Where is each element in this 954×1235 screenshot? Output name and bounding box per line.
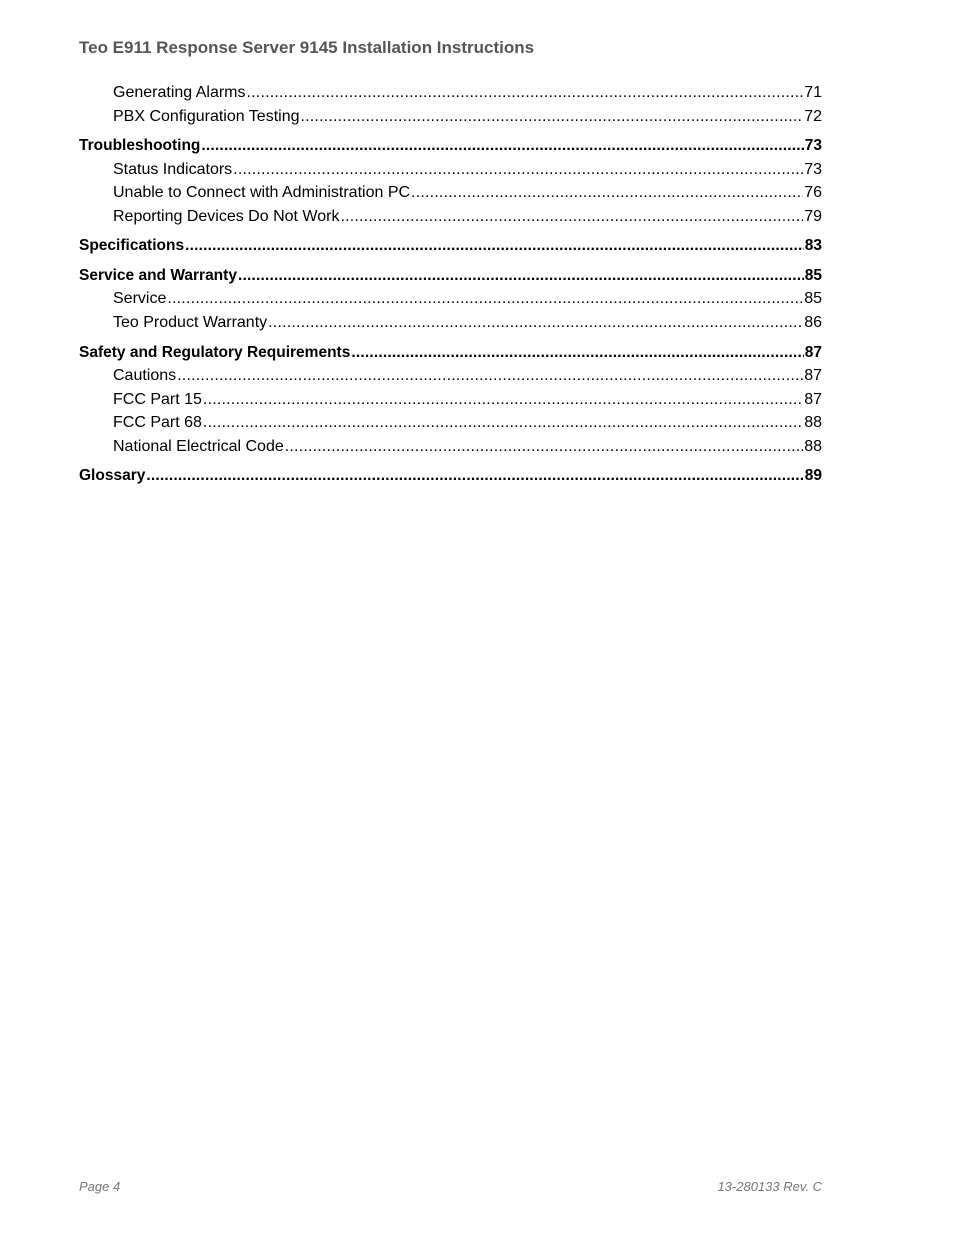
table-of-contents — [79, 83, 822, 486]
toc-entry-title: National Electrical Code — [113, 437, 284, 455]
toc-entry-page: 73 — [804, 137, 822, 155]
toc-entry-generating-alarms[interactable] — [79, 83, 822, 103]
toc-entry-glossary[interactable] — [79, 466, 822, 486]
toc-entry-teo-product-warranty[interactable] — [79, 313, 822, 333]
toc-entry-fcc-part-15[interactable] — [79, 390, 822, 410]
dot-leader — [146, 466, 803, 486]
toc-entry-fcc-part-68[interactable] — [79, 413, 822, 433]
toc-entry-title: Specifications — [79, 237, 185, 255]
toc-entry-title: Safety and Regulatory Requirements — [79, 343, 351, 361]
dot-leader — [238, 266, 804, 286]
toc-entry-safety-and-regulatory[interactable] — [79, 343, 822, 363]
dot-leader — [300, 107, 803, 127]
toc-entry-national-electrical-code[interactable] — [79, 437, 822, 457]
toc-entry-title: Unable to Connect with Administration PC — [113, 184, 411, 202]
toc-entry-troubleshooting[interactable] — [79, 136, 822, 156]
page-number: Page 4 — [79, 1179, 121, 1194]
toc-entry-title: Glossary — [79, 467, 146, 485]
toc-entry-page: 79 — [804, 207, 822, 225]
toc-entry-cautions[interactable] — [79, 366, 822, 386]
toc-entry-service-and-warranty[interactable] — [79, 266, 822, 286]
dot-leader — [203, 390, 803, 410]
toc-entry-title: Troubleshooting — [79, 137, 201, 155]
toc-entry-page: 88 — [804, 414, 822, 432]
toc-entry-title: FCC Part 68 — [113, 414, 202, 432]
toc-entry-status-indicators[interactable] — [79, 160, 822, 180]
toc-entry-page: 76 — [804, 184, 822, 202]
toc-entry-page: 83 — [804, 237, 822, 255]
dot-leader — [285, 437, 803, 457]
toc-entry-title: Teo Product Warranty — [113, 314, 268, 332]
toc-entry-page: 88 — [804, 437, 822, 455]
toc-entry-title: Reporting Devices Do Not Work — [113, 207, 340, 225]
toc-entry-page: 73 — [804, 160, 822, 178]
toc-entry-specifications[interactable] — [79, 236, 822, 256]
toc-entry-title: Service and Warranty — [79, 266, 237, 284]
toc-entry-pbx-configuration-testing[interactable] — [79, 107, 822, 127]
dot-leader — [233, 160, 803, 180]
toc-entry-title: Status Indicators — [113, 160, 233, 178]
toc-entry-title: Service — [113, 290, 167, 308]
toc-entry-page: 87 — [804, 367, 822, 385]
toc-entry-page: 72 — [804, 107, 822, 125]
toc-entry-title: Cautions — [113, 367, 177, 385]
dot-leader — [203, 413, 803, 433]
document-number: 13-280133 Rev. C — [717, 1179, 822, 1194]
dot-leader — [185, 236, 804, 256]
dot-leader — [177, 366, 803, 386]
page-title: Teo E911 Response Server 9145 Installation Instructions — [79, 38, 535, 57]
toc-entry-page: 85 — [804, 290, 822, 308]
dot-leader — [340, 207, 803, 227]
toc-entry-page: 87 — [804, 343, 822, 361]
dot-leader — [247, 83, 804, 103]
toc-entry-page: 89 — [804, 467, 822, 485]
toc-entry-service[interactable] — [79, 289, 822, 309]
toc-entry-title: FCC Part 15 — [113, 390, 202, 408]
toc-entry-title: PBX Configuration Testing — [113, 107, 300, 125]
dot-leader — [268, 313, 803, 333]
dot-leader — [351, 343, 803, 363]
toc-entry-page: 85 — [804, 266, 822, 284]
page-footer — [79, 1179, 822, 1194]
toc-entry-page: 71 — [804, 84, 822, 101]
dot-leader — [411, 183, 803, 203]
toc-entry-reporting-devices[interactable] — [79, 207, 822, 227]
toc-entry-unable-to-connect[interactable] — [79, 183, 822, 203]
dot-leader — [167, 289, 803, 309]
dot-leader — [201, 136, 803, 156]
toc-entry-title: Generating Alarms — [113, 84, 246, 101]
toc-entry-page: 86 — [804, 314, 822, 332]
toc-entry-page: 87 — [804, 390, 822, 408]
